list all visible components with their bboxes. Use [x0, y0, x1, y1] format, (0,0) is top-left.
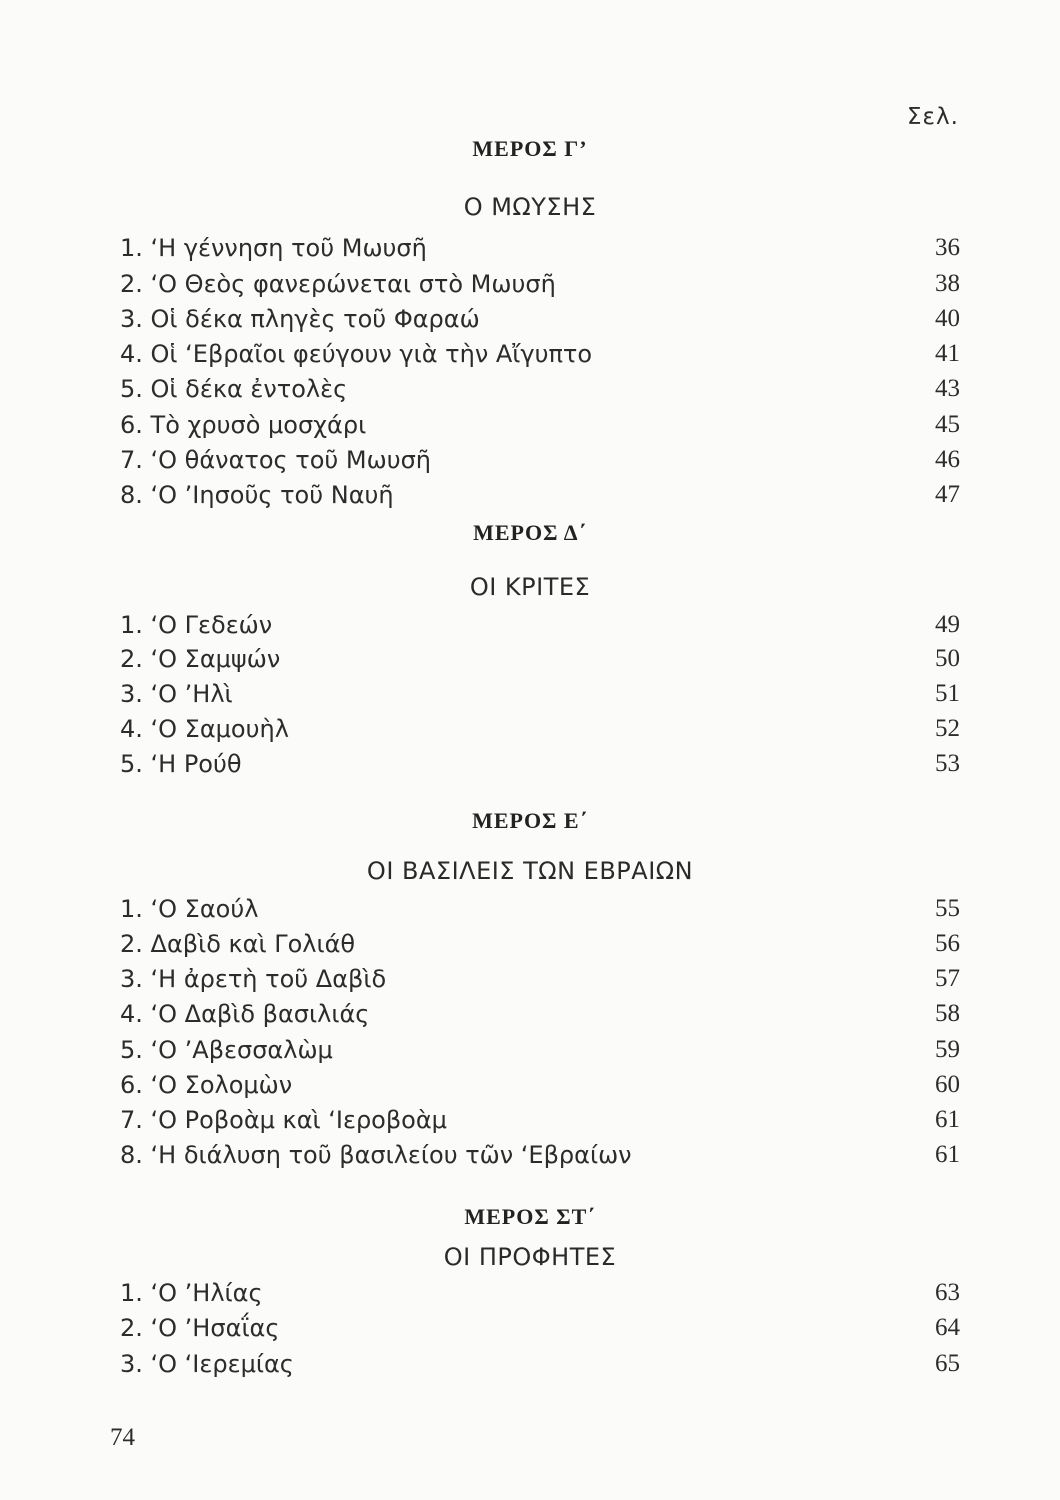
toc-entry	[120, 930, 960, 966]
entry-label: 6. ‘Ο Σολομὼν	[120, 1071, 293, 1099]
toc-entry	[120, 965, 960, 1001]
entry-label: 5. Οἱ δέκα ἐντολὲς	[120, 375, 348, 403]
entry-page: 47	[935, 481, 960, 508]
toc-entry	[120, 234, 960, 270]
entry-label: 8. ‘Ο ’Ιησοῦς τοῦ Ναυῆ	[120, 481, 394, 509]
toc-entry	[120, 375, 960, 411]
toc-entry	[120, 1000, 960, 1036]
toc-entry	[120, 340, 960, 376]
entry-page: 43	[935, 375, 960, 402]
toc-entry	[120, 481, 960, 517]
entry-page: 49	[935, 611, 960, 638]
entry-label: 4. ‘Ο Σαμουὴλ	[120, 715, 289, 743]
toc-entry	[120, 270, 960, 306]
entry-label: 8. ‘Η διάλυση τοῦ βασιλείου τῶν ‘Εβραίων	[120, 1141, 632, 1169]
toc-entry	[120, 645, 960, 681]
part-title: ΜΕΡΟΣ Ε΄	[472, 808, 588, 833]
entry-label: 5. ‘Η Ρούθ	[120, 750, 242, 778]
entry-page: 56	[935, 930, 960, 957]
entry-label: 7. ‘Ο Ροβοὰμ καὶ ‘Ιεροβοὰμ	[120, 1106, 447, 1134]
entry-page: 58	[935, 1000, 960, 1027]
entry-page: 36	[935, 234, 960, 261]
toc-entry	[120, 750, 960, 786]
entry-label: 2. ‘Ο Θεὸς φανερώνεται στὸ Μωυσῆ	[120, 270, 556, 298]
entry-label: 7. ‘Ο θάνατος τοῦ Μωυσῆ	[120, 446, 432, 474]
toc-entry	[120, 611, 960, 647]
entry-page: 60	[935, 1071, 960, 1098]
part-title: ΜΕΡΟΣ Δ΄	[473, 520, 587, 545]
toc-entry	[120, 715, 960, 751]
entry-page: 63	[935, 1279, 960, 1306]
entry-label: 6. Τὸ χρυσὸ μοσχάρι	[120, 411, 367, 439]
toc-entry	[120, 680, 960, 716]
section-title: ΟΙ ΒΑΣΙΛΕΙΣ ΤΩΝ ΕΒΡΑΙΩΝ	[366, 857, 694, 885]
toc-entry	[120, 1279, 960, 1315]
page-column-header: Σελ.	[907, 104, 959, 130]
entry-page: 46	[935, 446, 960, 473]
entry-page: 50	[935, 645, 960, 672]
entry-page: 38	[935, 270, 960, 297]
entry-page: 61	[935, 1141, 960, 1168]
toc-entry	[120, 1141, 960, 1177]
entry-page: 45	[935, 411, 960, 438]
toc-entry	[120, 1106, 960, 1142]
page-number: 74	[110, 1424, 135, 1451]
toc-entry	[120, 411, 960, 447]
toc-entry	[120, 1071, 960, 1107]
entry-label: 4. ‘Ο Δαβὶδ βασιλιάς	[120, 1000, 370, 1028]
entry-page: 40	[935, 305, 960, 332]
entry-label: 3. Οἱ δέκα πληγὲς τοῦ Φαραώ	[120, 305, 480, 333]
section-title: ΟΙ ΠΡΟΦΗΤΕΣ	[443, 1243, 617, 1271]
entry-page: 51	[935, 680, 960, 707]
entry-page: 57	[935, 965, 960, 992]
entry-page: 52	[935, 715, 960, 742]
entry-label: 2. Δαβὶδ καὶ Γολιάθ	[120, 930, 356, 958]
entry-label: 1. ‘Ο ’Ηλίας	[120, 1279, 263, 1307]
toc-entry	[120, 446, 960, 482]
part-title: ΜΕΡΟΣ ΣΤ΄	[464, 1204, 596, 1229]
entry-label: 3. ‘Ο ‘Ιερεμίας	[120, 1350, 294, 1378]
entry-page: 59	[935, 1036, 960, 1063]
toc-entry	[120, 1036, 960, 1072]
entry-label: 1. ‘Ο Γεδεών	[120, 611, 273, 639]
entry-page: 55	[935, 895, 960, 922]
toc-entry	[120, 895, 960, 931]
entry-label: 1. ‘Η γέννηση τοῦ Μωυσῆ	[120, 234, 427, 262]
entry-label: 2. ‘Ο ’Ησαΐας	[120, 1314, 280, 1342]
part-title: ΜΕΡΟΣ Γ’	[472, 136, 588, 161]
entry-label: 3. ‘Ο ’Ηλὶ	[120, 680, 233, 708]
section-title: ΟΙ ΚΡΙΤΕΣ	[469, 573, 591, 601]
toc-entry	[120, 1350, 960, 1386]
entry-label: 2. ‘Ο Σαμψών	[120, 645, 281, 673]
entry-label: 5. ‘Ο ’Αβεσσαλὼμ	[120, 1036, 333, 1064]
entry-page: 61	[935, 1106, 960, 1133]
toc-entry	[120, 305, 960, 341]
entry-label: 1. ‘Ο Σαούλ	[120, 895, 259, 923]
entry-label: 3. ‘Η ἀρετὴ τοῦ Δαβὶδ	[120, 965, 387, 993]
toc-entry	[120, 1314, 960, 1350]
entry-label: 4. Οἱ ‘Εβραῖοι φεύγουν γιὰ τὴν Αἴγυπτο	[120, 340, 593, 368]
entry-page: 65	[935, 1350, 960, 1377]
section-title: Ο ΜΩΥΣΗΣ	[463, 193, 597, 221]
entry-page: 53	[935, 750, 960, 777]
entry-page: 41	[935, 340, 960, 367]
entry-page: 64	[935, 1314, 960, 1341]
